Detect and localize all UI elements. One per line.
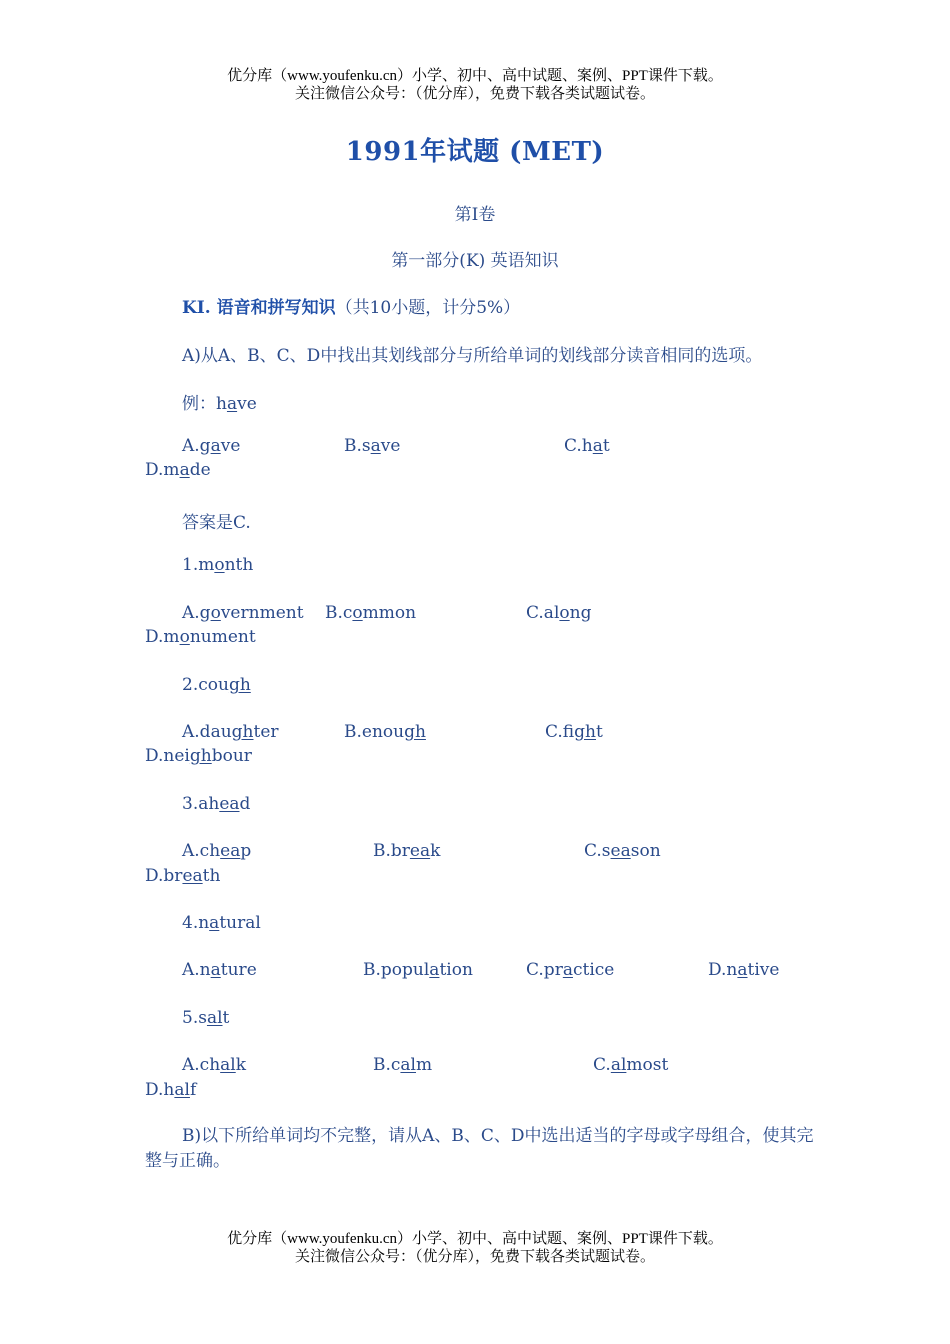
example-option-d: D.made	[145, 460, 211, 480]
question-4-option-a: A.nature	[182, 960, 257, 980]
question-4-option-d: D.native	[708, 960, 780, 980]
question-1-option-a: A.government	[182, 603, 304, 623]
question-4-option-b: B.population	[363, 960, 473, 980]
question-3-option-b: B.break	[373, 841, 441, 861]
question-3-option-a: A.cheap	[182, 841, 252, 861]
instruction-b: B)以下所给单词均不完整，请从A、B、C、D中选出适当的字母或字母组合，使其完整与正确。	[145, 1126, 814, 1171]
example-prefix: 例：	[182, 394, 216, 414]
footer-line-1: 优分库（www.youfenku.cn）小学、初中、高中试题、案例、PPT课件下载。	[227, 1231, 723, 1247]
answer-line: 答案是C.	[182, 513, 251, 533]
question-1-stem: 1.month	[182, 555, 254, 575]
footer-line-2: 关注微信公众号：（优分库），免费下载各类试题试卷。	[294, 1249, 655, 1265]
example-line: 例：have	[182, 394, 257, 414]
question-1-option-c: C.along	[526, 603, 592, 623]
question-2-stem: 2.cough	[182, 675, 251, 695]
question-5-stem: 5.salt	[182, 1008, 230, 1028]
question-3-stem: 3.ahead	[182, 794, 251, 814]
question-4-stem: 4.natural	[182, 913, 261, 933]
question-5-option-a: A.chalk	[182, 1055, 247, 1075]
question-2-option-d: D.neighbour	[145, 746, 252, 766]
question-2-option-a: A.daughter	[182, 722, 279, 742]
section-heading	[182, 293, 520, 318]
volume-heading: 第Ⅰ卷	[454, 205, 496, 225]
question-1-option-d: D.monument	[145, 627, 256, 647]
question-4-option-c: C.practice	[526, 960, 615, 980]
page-title: 1991年试题 (MET)	[345, 137, 605, 167]
question-5-option-d: D.half	[145, 1080, 197, 1100]
instruction-a: A)从A、B、C、D中找出其划线部分与所给单词的划线部分读音相同的选项。	[182, 346, 763, 366]
part-heading: 第一部分(K) 英语知识	[391, 251, 559, 271]
question-5-option-c: C.almost	[593, 1055, 669, 1075]
section-label: KⅠ. 语音和拼写知识	[182, 298, 336, 318]
question-2-option-b: B.enough	[344, 722, 426, 742]
page-header	[0, 67, 950, 103]
question-1-option-b: B.common	[325, 603, 417, 623]
question-5-option-b: B.calm	[373, 1055, 433, 1075]
page-footer	[0, 1230, 950, 1266]
question-2-option-c: C.fight	[545, 722, 603, 742]
question-3-option-d: D.breath	[145, 866, 221, 886]
example-option-a: A.gave	[182, 436, 241, 456]
section-note: （共10小题，计分5%）	[335, 298, 521, 318]
example-option-b: B.save	[344, 436, 401, 456]
header-line-1: 优分库（www.youfenku.cn）小学、初中、高中试题、案例、PPT课件下载。	[227, 68, 723, 84]
question-3-option-c: C.season	[584, 841, 661, 861]
example-underline: a	[226, 394, 238, 414]
header-line-2: 关注微信公众号：（优分库），免费下载各类试题试卷。	[294, 86, 655, 102]
example-option-c: C.hat	[564, 436, 610, 456]
